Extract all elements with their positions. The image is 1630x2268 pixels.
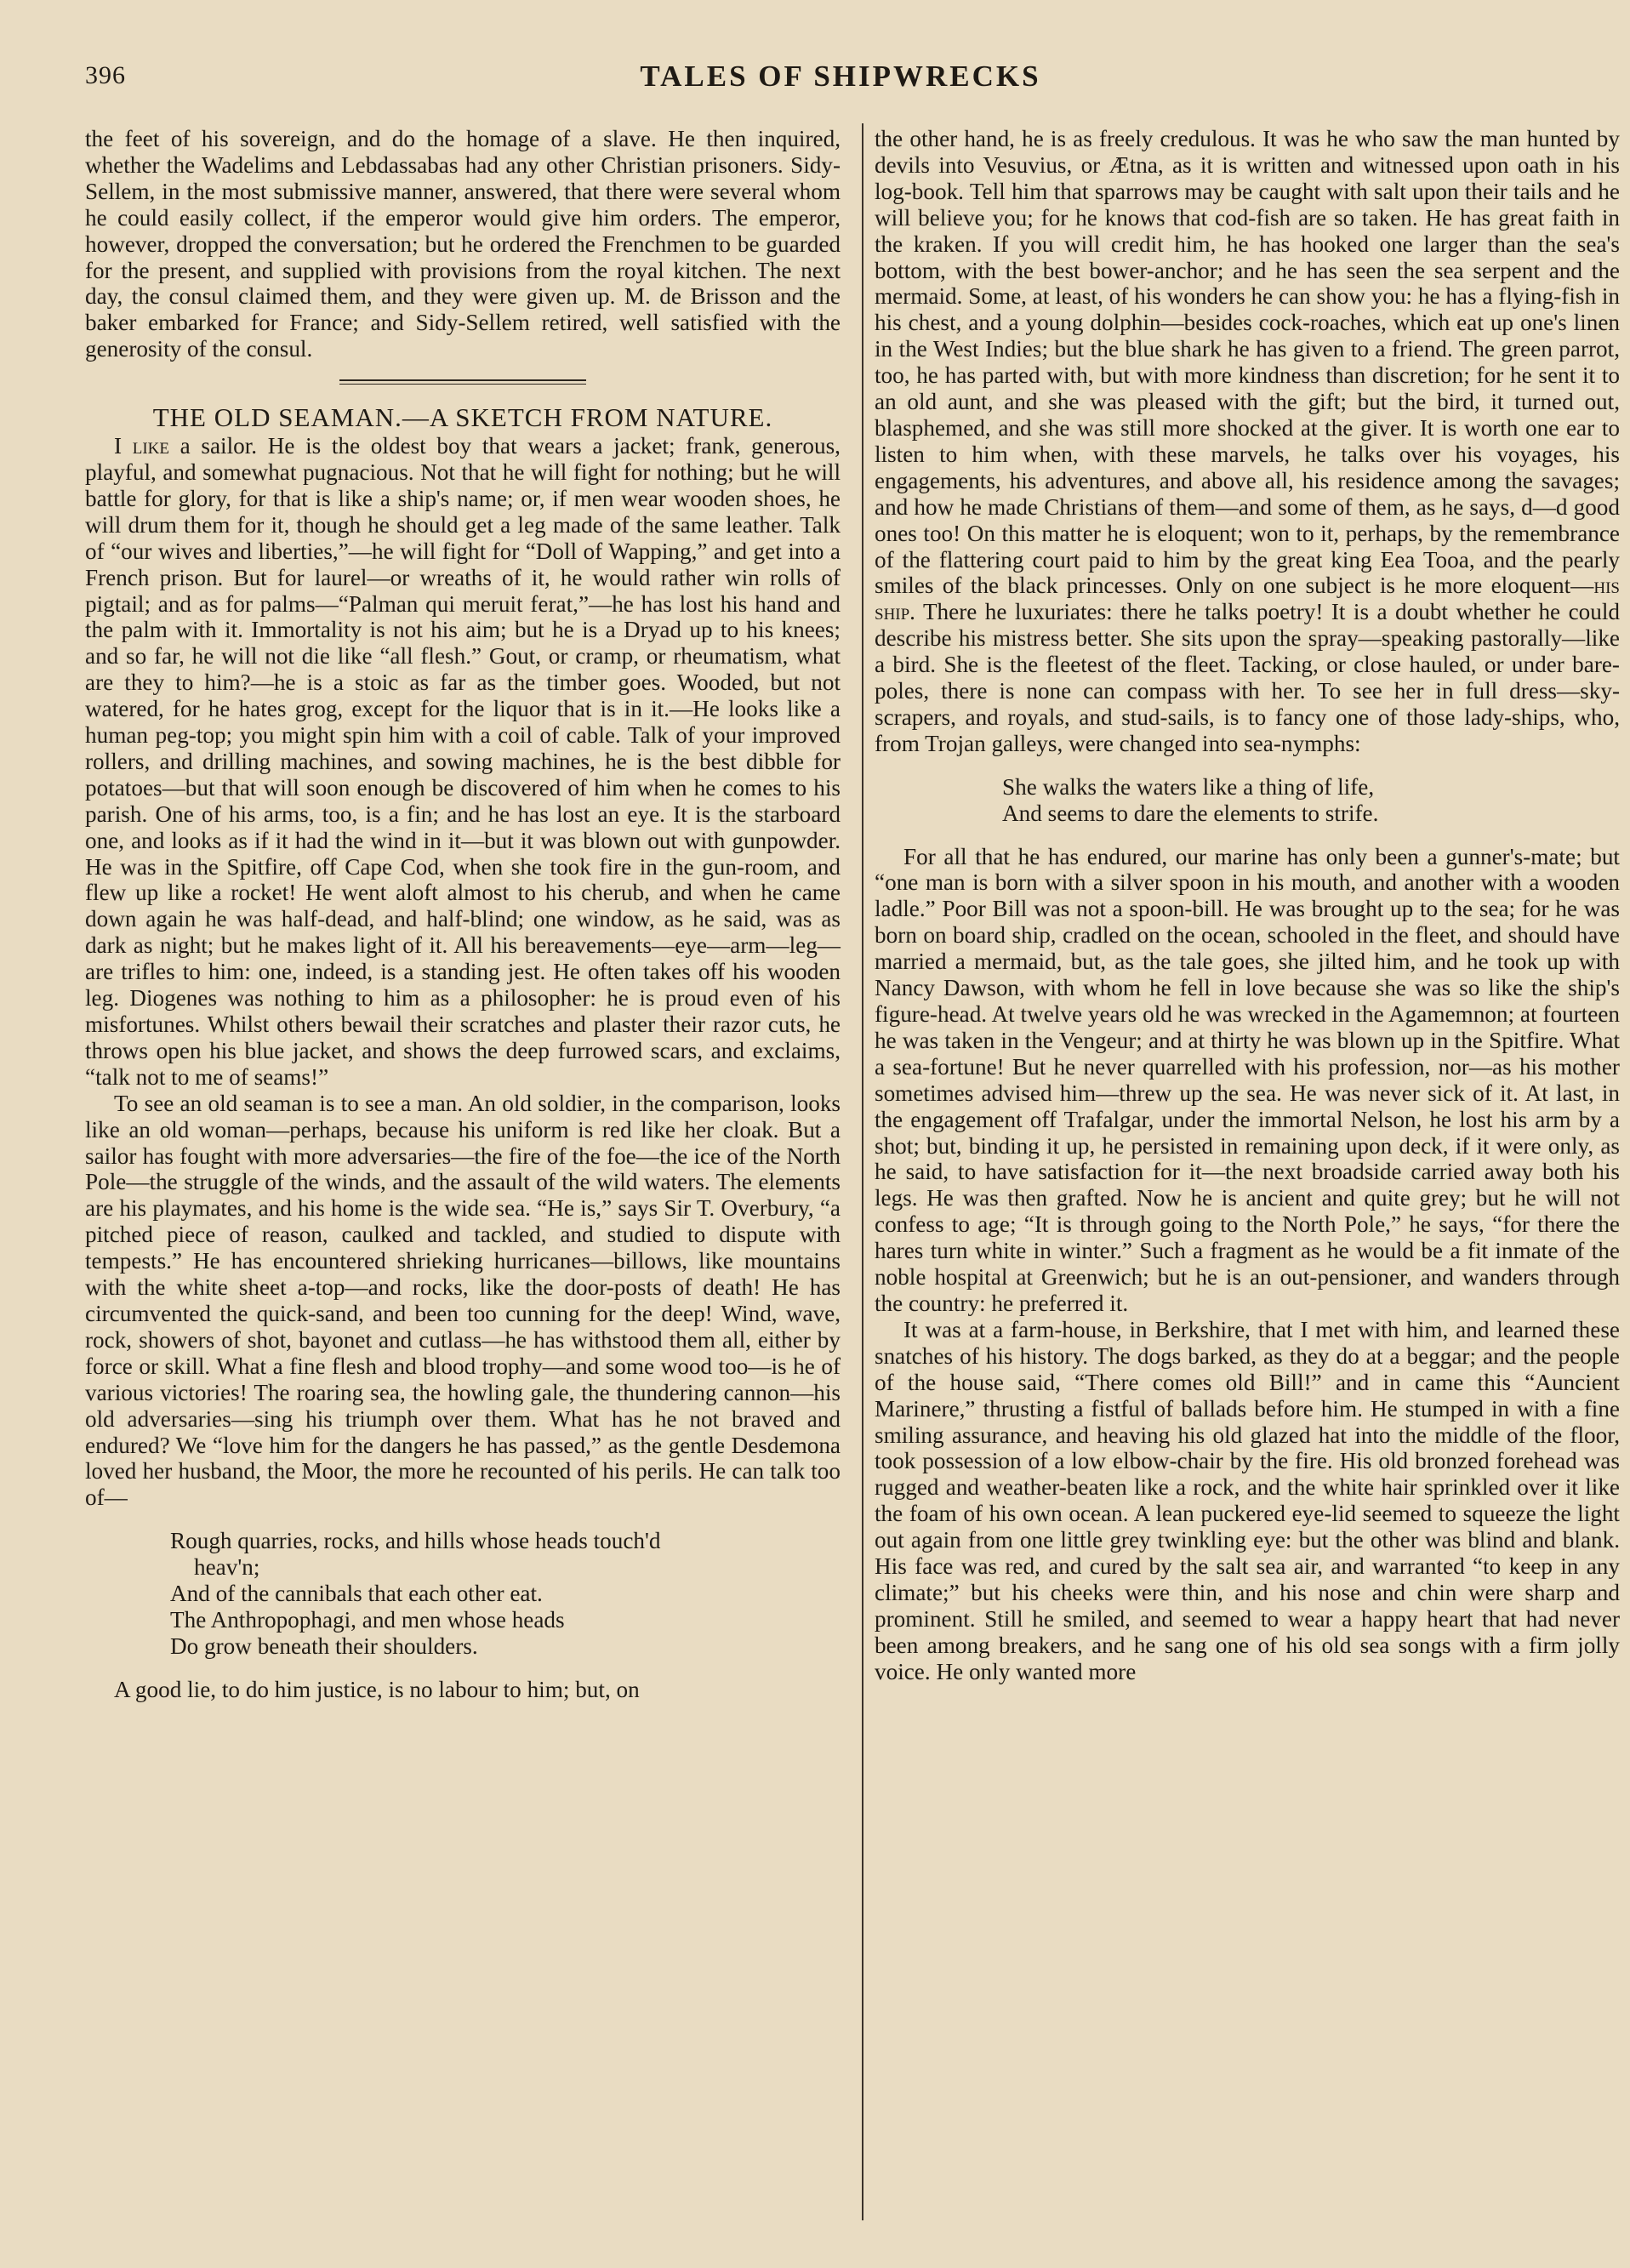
small-caps-opening: I like	[114, 433, 169, 459]
verse-line: And seems to dare the elements to strife.	[1002, 800, 1379, 826]
page-number: 396	[85, 61, 126, 89]
paragraph: the feet of his sovereign, and do the homage of a slave. He then inquired, whether the Wadelims and Lebdassabas had any other Christian prisoners. Sidy-Sellem, in the most submissive manner, answered, that there were several whom he could easily collect, if the emperor would give him orders. The emperor, however, dropped the conversation; but he ordered the Frenchmen to be guarded for the present, and supplied with provisions from the royal kitchen. The next day, the consul claimed them, and they were given up. M. de Brisson and the baker embarked for France; and Sidy-Sellem retired, well satisfied with the generosity of the consul.	[85, 126, 841, 362]
section-separator	[339, 379, 586, 385]
verse-line: heav'n;	[194, 1554, 260, 1581]
verse-line: Do grow beneath their shoulders.	[170, 1633, 478, 1659]
verse-quotation	[875, 774, 1620, 827]
verse-line: The Anthropophagi, and men whose heads	[170, 1606, 565, 1633]
paragraph: For all that he has endured, our marine has only been a gunner's-mate; but “one man is born with a silver spoon in his mouth, and another with a wooden ladle.” Poor Bill was not a spoon-bill. He was brought up to the sea; for he was born on board ship, cradled on the ocean, schooled in the fleet, and should have married a mermaid, but, as the tale goes, she jilted him, and he took up with Nancy Dawson, with whom he fell in love because she was so like the ship's figure-head. At twelve years old he was wrecked in the Agamemnon; at fourteen he was taken in the Vengeur; and at thirty he was blown up in the Spitfire. What a sea-fortune! But he never quarrelled with his profession, nor—as his mother sometimes advised him—threw up the sea. He was never sick of it. At last, in the engagement off Trafalgar, under the immortal Nelson, he lost his arm by a shot; but, binding it up, he persisted in remaining upon deck, if it were only, as he said, to have satisfaction for it—the next broadside carried away both his legs. He was then grafted. Now he is ancient and quite grey; but he will not confess to age; “It is through going to the North Pole,” he says, “for there the hares turn white in winter.” Such a fragment as he would be a fit inmate of the noble hospital at Greenwich; but he is an out-pensioner, and wanders through the country: he preferred it.	[875, 843, 1620, 1316]
paragraph: To see an old seaman is to see a man. An old soldier, in the comparison, looks like an old woman—perhaps, because his uniform is red like her cloak. But a sailor has fought with more adversaries—the fire of the foe—the ice of the North Pole—the struggle of the winds, and the assault of the wild waters. The elements are his playmates, and his home is the wide sea. “He is,” says Sir T. Overbury, “a pitched piece of reason, caulked and tackled, and studied to dispute with tempests.” He has encountered shrieking hurricanes—billows, like mountains with the white sheet a-top—and rocks, like the door-posts of death! He has circumvented the quick-sand, and been too cunning for the deep! Wind, wave, rock, showers of shot, bayonet and cutlass—he has withstood them all, either by force or skill. What a fine flesh and blood trophy—and some wood too—is he of various victories! The roaring sea, the howling gale, the thundering cannon—his old adversaries—sing his triumph over them. What has he not braved and endured? We “love him for the dangers he has passed,” as the gentle Desdemona loved her husband, the Moor, the more he recounted of his perils. He can talk too of—	[85, 1090, 841, 1511]
left-column	[85, 126, 841, 1703]
running-title: TALES OF SHIPWRECKS	[640, 60, 1041, 93]
paragraph: It was at a farm-house, in Berkshire, that I met with him, and learned these snatches of his history. The dogs barked, as they do at a beggar; and the people of the house said, “There comes old Bill!” and in came this “Auncient Marinere,” thrusting a fistful of ballads before him. He stumped in with a fine smiling assurance, and heaving his old glazed hat into the middle of the floor, took possession of a low elbow-chair by the fire. His old bronzed forehead was rugged and weather-beaten like a rock, and the white hair sprinkled over it like the foam of his own ocean. A lean puckered eye-lid seemed to squeeze the light out again from one little grey twinkling eye: but the other was blind and blank. His face was red, and cured by the salt sea air, and warranted “to keep in any climate;” but his cheeks were thin, and his nose and chin were sharp and prominent. Still he smiled, and seemed to wear a happy heart that had never been among breakers, and he sang one of his old sea songs with a firm jolly voice. He only wanted more	[875, 1316, 1620, 1684]
verse-quotation	[85, 1528, 841, 1660]
right-column	[875, 126, 1620, 1685]
section-title: THE OLD SEAMAN.—A SKETCH FROM NATURE.	[152, 402, 773, 433]
page-header	[85, 54, 1596, 97]
small-caps-phrase: his ship.	[875, 573, 1620, 625]
verse-line: She walks the waters like a thing of life,	[1002, 773, 1375, 800]
paragraph-text: a sailor. He is the oldest boy that wears a jacket; frank, generous, playful, and somewhat pugnacious. Not that he will fight for nothing; but he will battle for glory, for that is like a ship's name; or, if men wear wooden shoes, he will drum them for it, though he should get a leg made of the same leather. Talk of “our wives and liberties,”—he will fight for “Doll of Wapping,” and get into a French prison. But for laurel—or wreaths of it, he would rather win rolls of pigtail; and as for palms—“Palman qui meruit ferat,”—he has lost his hand and the palm with it. Immortality is not his aim; but he is a Dryad up to his knees; and so far, he will not die like “all flesh.” Gout, or cramp, or rheumatism, what are they to him?—he is a stoic as far as the timber goes. Wooded, but not watered, for he hates grog, except for the liquor that is in it.—He looks like a human peg-top; you might spin him with a coil of cable. Talk of your improved rollers, and drilling machines, and sowing machines, he is the best dibble for potatoes—but that will soon enough be discovered of him when he comes to his parish. One of his arms, too, is a fin; and he has lost an eye. It is the starboard one, and looks as if it had the wind in it—but it was blown out with gunpowder. He was in the Spitfire, off Cape Cod, when she took fire in the gun-room, and flew up like a rocket! He went aloft almost to his cherub, and when he came down again he was half-dead, and half-blind; one window, as he said, was as dark as night; but he makes light of it. All his bereavements—eye—arm—leg—are trifles to him: one, indeed, is a standing jest. He often takes off his wooden leg. Diogenes was nothing to him as a philosopher: he is proud even of his misfortunes. Whilst others bewail their scratches and plaster their razor cuts, he throws open his blue jacket, and shows the deep furrowed scars, and exclaims, “talk not to me of seams!”	[85, 433, 841, 1090]
paragraph	[875, 126, 1620, 757]
paragraph-text: There he luxuriates: there he talks poetry! It is a doubt whether he could describe his mistress better. She sits upon the spray—speaking pastorally—like a bird. She is the fleetest of the fleet. Tacking, or close hauled, or under bare-poles, there is none can compass with her. To see her in full dress—sky-scrapers, and royals, and stud-sails, is to fancy one of those lady-ships, who, from Trojan galleys, were changed into sea-nymphs:	[875, 599, 1620, 756]
paragraph: A good lie, to do him justice, is no labour to him; but, on	[114, 1676, 640, 1702]
column-divider	[862, 123, 863, 2220]
paragraph	[85, 433, 841, 1091]
verse-line: And of the cannibals that each other eat.	[170, 1581, 543, 1607]
verse-line: Rough quarries, rocks, and hills whose heads touch'd	[170, 1528, 661, 1554]
paragraph-text: the other hand, he is as freely credulous. It was he who saw the man hunted by devils into Vesuvius, or Ætna, as it is written and witnessed upon oath in his log-book. Tell him that sparrows may be caught with salt upon their tails and he will believe you; for he knows that cod-fish are so taken. He has great faith in the kraken. If you will credit him, he has hooked one larger than the sea's bottom, with the best bower-anchor; and he has seen the sea serpent and the mermaid. Some, at least, of his wonders he can show you: he has a flying-fish in his chest, and a young dolphin—besides cock-roaches, which eat up one's linen in the West Indies; but the blue shark he has given to a friend. The green parrot, too, he has parted with, but with more kindness than discretion; for he sent it to an old aunt, and she was pleased with the gift; but the bird, it turned out, blasphemed, and she was still more shocked at the giver. It is worth one ear to listen to him when, with these marvels, he talks over his voyages, his engagements, his adventures, and above all, his residence among the savages; and how he made Christians of them—and some of them, as he says, d—d good ones too! On this matter he is eloquent; won to it, perhaps, by the remembrance of the flattering court paid to him by the great king Eea Tooa, and the pearly smiles of the black princesses. Only on one subject is he more eloquent—	[875, 126, 1620, 599]
